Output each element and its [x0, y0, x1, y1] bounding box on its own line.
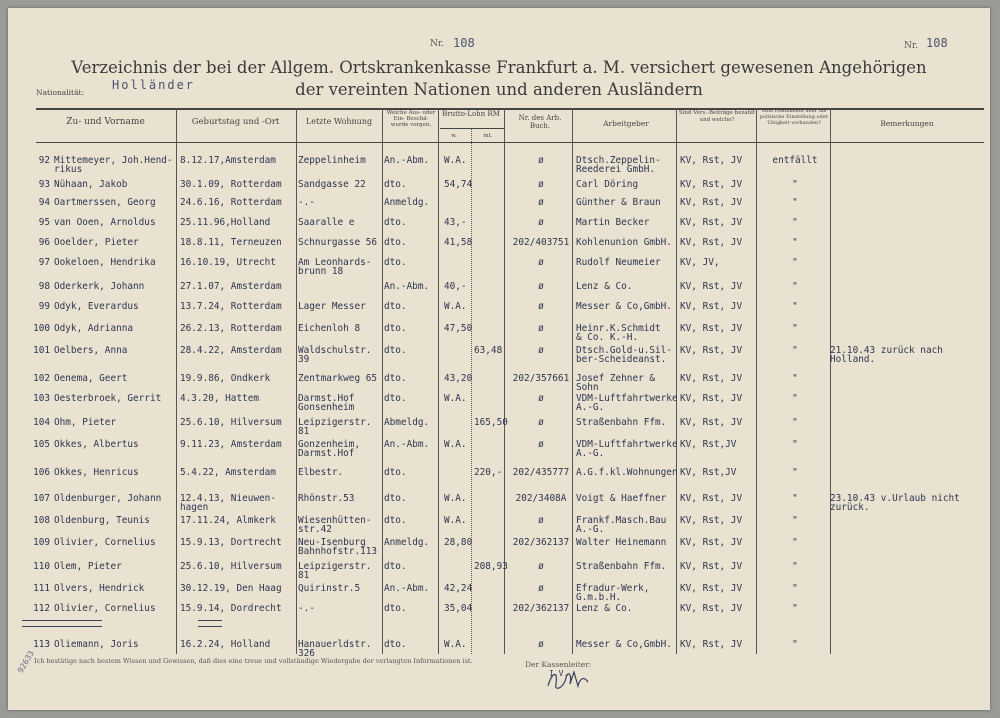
row-112-birth: 15.9.14, Dordrecht [180, 603, 282, 614]
row-103-no: 103 [33, 393, 50, 404]
row-100-doc: " [792, 323, 798, 334]
row-101-emp: Dtsch.Gold-u.Sil- [576, 345, 672, 356]
row-101-book: ø [538, 345, 544, 356]
row-105-form: An.-Abm. [384, 439, 430, 450]
row-105-addr-line2: Darmst.Hof [298, 448, 355, 459]
row-105-emp: VDM-Luftfahrtwerke [576, 439, 678, 450]
row-107-addr: Rhönstr.53 [298, 493, 355, 504]
row-107-birth: 12.4.13, Nieuwen- [180, 493, 276, 504]
row-92-ins: KV, Rst, JV [680, 155, 743, 166]
row-99-emp: Messer & Co,GmbH. [576, 301, 672, 312]
row-99-name: Odyk, Everardus [54, 301, 139, 312]
row-104-no: 104 [33, 417, 50, 428]
row-103-emp-line2: A.-G. [576, 402, 605, 413]
signer-label: Der Kassenleiter: [525, 660, 592, 669]
row-105-ins: KV, Rst,JV [680, 439, 737, 450]
wage-sub-divider [471, 128, 472, 654]
row-101-no: 101 [33, 345, 50, 356]
row-109-name: Olivier, Cornelius [54, 537, 156, 548]
row-104-addr-line2: 81 [298, 426, 310, 437]
row-111-emp: Efradur-Werk, [576, 583, 650, 594]
row-97-form: dto. [384, 257, 407, 268]
col-header-documents: Sind Dokumente über die politische Einstellung oder Tätigkeit vorhanden? [759, 108, 829, 126]
row-97-book: ø [538, 257, 544, 268]
row-95-emp: Martin Becker [576, 217, 650, 228]
row-92-name: Mittemeyer, Joh.Hend- [54, 155, 173, 166]
row-101-ins: KV, Rst, JV [680, 345, 743, 356]
row-103-birth: 4.3.20, Hattem [180, 393, 260, 404]
row-98-birth: 27.1.07, Amsterdam [180, 281, 282, 292]
row-103-w: W.A. [444, 393, 467, 404]
row-112-no: 112 [33, 603, 50, 614]
row-107-doc: " [792, 493, 798, 504]
row-98-no: 98 [38, 281, 50, 292]
row-100-no: 100 [33, 323, 50, 334]
row-102-book: 202/357661 [512, 373, 570, 384]
nr-label-right: Nr. [904, 41, 919, 51]
row-102-emp: Josef Zehner & [576, 373, 656, 384]
row-93-no: 93 [38, 179, 50, 190]
nr-value-left: 108 [453, 36, 475, 50]
row-92-emp: Dtsch.Zeppelin- [576, 155, 661, 166]
row-93-doc: " [792, 179, 798, 190]
row-109-doc: " [792, 537, 798, 548]
row-94-emp: Günther & Braun [576, 197, 661, 208]
row-109-addr-line2: Bahnhofstr.113 [298, 546, 378, 557]
row-103-addr-line2: Gonsenheim [298, 402, 355, 413]
row-108-form: dto. [384, 515, 407, 526]
row-111-birth: 30.12.19, Den Haag [180, 583, 282, 594]
row-95-name: van Ooen, Arnoldus [54, 217, 156, 228]
row-110-doc: " [792, 561, 798, 572]
row-96-no: 96 [38, 237, 50, 248]
row-100-name: Odyk, Adrianna [54, 323, 134, 334]
row-93-form: dto. [384, 179, 407, 190]
row-104-name: Ohm, Pieter [54, 417, 117, 428]
row-96-form: dto. [384, 237, 407, 248]
row-110-birth: 25.6.10, Hilversum [180, 561, 282, 572]
row-104-book: ø [538, 417, 544, 428]
row-110-book: ø [538, 561, 544, 572]
row-109-emp: Walter Heinemann [576, 537, 667, 548]
row-108-birth: 17.11.24, Almkerk [180, 515, 276, 526]
row-111-emp-line2: G.m.b.H. [576, 592, 622, 603]
table-top-border [36, 108, 984, 110]
row-109-ins: KV, Rst, JV [680, 537, 743, 548]
margin-number: 92633 [16, 649, 36, 675]
row-102-name: Oenema, Geert [54, 373, 128, 384]
row-107-name: Oldenburger, Johann [54, 493, 162, 504]
nationality-label: Nationalität: [36, 88, 85, 97]
col-header-birth: Geburtstag und -Ort [191, 117, 280, 127]
row-110-name: Olem, Pieter [54, 561, 122, 572]
row-106-form: dto. [384, 467, 407, 478]
row-93-emp: Carl Döring [576, 179, 639, 190]
row-93-book: ø [538, 179, 544, 190]
row-112-name: Olivier, Cornelius [54, 603, 156, 614]
row-102-ins: KV, Rst, JV [680, 373, 743, 384]
row-103-doc: " [792, 393, 798, 404]
row-97-doc: " [792, 257, 798, 268]
row-111-doc: " [792, 583, 798, 594]
row-112-ins: KV, Rst, JV [680, 603, 743, 614]
row-106-birth: 5.4.22, Amsterdam [180, 467, 276, 478]
row-104-birth: 25.6.10, Hilversum [180, 417, 282, 428]
row-92-birth: 8.12.17,Amsterdam [180, 155, 276, 166]
row-113-emp: Messer & Co,GmbH. [576, 639, 672, 650]
col-header-workbook: Nr. des Arb. Buch. [518, 114, 562, 130]
row-100-form: dto. [384, 323, 407, 334]
nr-label-left: Nr. [430, 39, 445, 49]
row-94-form: Anmeldg. [384, 197, 430, 208]
row-103-emp: VDM-Luftfahrtwerke [576, 393, 678, 404]
row-105-w: W.A. [444, 439, 467, 450]
col-header-address: Letzte Wohnung [305, 117, 373, 126]
row-93-w: 54,74 [444, 179, 473, 190]
col-header-name: Zu- und Vorname [66, 117, 145, 127]
row-96-birth: 18.8.11, Terneuzen [180, 237, 282, 248]
row-92-w: W.A. [444, 155, 467, 166]
col-header-remarks: Bemerkungen [880, 119, 934, 128]
row-103-form: dto. [384, 393, 407, 404]
row-92-book: ø [538, 155, 544, 166]
row-97-birth: 16.10.19, Utrecht [180, 257, 276, 268]
row-113-no: 113 [33, 639, 50, 650]
row-92-doc: entfällt [772, 155, 818, 166]
row-108-no: 108 [33, 515, 50, 526]
row-113-addr-line2: 326 [298, 648, 315, 659]
row-109-w: 28,80 [444, 537, 473, 548]
row-97-addr-line2: brunn 18 [298, 266, 344, 277]
row-102-addr: Zentmarkweg 65 [298, 373, 378, 384]
row-109-no: 109 [33, 537, 50, 548]
row-101-form: dto. [384, 345, 407, 356]
row-103-ins: KV, Rst, JV [680, 393, 743, 404]
row-102-doc: " [792, 373, 798, 384]
crossed-out-entry-birth [198, 620, 222, 627]
row-94-book: ø [538, 197, 544, 208]
row-92-emp-line2: Reederei GmbH. [576, 164, 656, 175]
row-106-addr: Elbestr. [298, 467, 344, 478]
row-100-book: ø [538, 323, 544, 334]
row-97-addr: Am Leonhards- [298, 257, 372, 268]
row-103-name: Oesterbroek, Gerrit [54, 393, 162, 404]
row-95-book: ø [538, 217, 544, 228]
row-112-form: dto. [384, 603, 407, 614]
row-94-doc: " [792, 197, 798, 208]
row-99-ins: KV, Rst, JV [680, 301, 743, 312]
row-111-w: 42,24 [444, 583, 473, 594]
row-98-name: Oderkerk, Johann [54, 281, 145, 292]
row-96-book: 202/403751 [512, 237, 570, 248]
row-96-ins: KV, Rst, JV [680, 237, 743, 248]
row-98-form: An.-Abm. [384, 281, 430, 292]
row-101-birth: 28.4.22, Amsterdam [180, 345, 282, 356]
row-112-w: 35,04 [444, 603, 473, 614]
row-111-addr: Quirinstr.5 [298, 583, 361, 594]
row-107-form: dto. [384, 493, 407, 504]
column-divider-9 [830, 108, 831, 654]
row-107-w: W.A. [444, 493, 467, 504]
row-102-no: 102 [33, 373, 50, 384]
row-98-ins: KV, Rst, JV [680, 281, 743, 292]
column-divider-4 [438, 108, 439, 654]
row-113-doc: " [792, 639, 798, 650]
row-94-birth: 24.6.16, Rotterdam [180, 197, 282, 208]
row-95-form: dto. [384, 217, 407, 228]
row-108-book: ø [538, 515, 544, 526]
row-92-name-line2: rikus [54, 164, 83, 175]
nr-value-right: 108 [926, 36, 948, 50]
row-107-no: 107 [33, 493, 50, 504]
col-header-wage-w: w. [451, 133, 457, 139]
row-113-birth: 16.2.24, Holland [180, 639, 271, 650]
row-111-form: An.-Abm. [384, 583, 430, 594]
column-divider-5 [504, 108, 505, 654]
row-109-book: 202/362137 [512, 537, 570, 548]
header-bottom-border [36, 142, 984, 143]
row-97-no: 97 [38, 257, 50, 268]
row-93-birth: 30.1.09, Rotterdam [180, 179, 282, 190]
row-103-addr: Darmst.Hof [298, 393, 355, 404]
row-110-addr: Leipzigerstr. [298, 561, 372, 572]
row-104-form: Abmeldg. [384, 417, 430, 428]
row-110-ins: KV, Rst, JV [680, 561, 743, 572]
row-108-addr: Wiesenhütten- [298, 515, 372, 526]
row-111-name: Olvers, Hendrick [54, 583, 145, 594]
row-100-emp: Heinr.K.Schmidt [576, 323, 661, 334]
row-112-addr: -.- [298, 603, 315, 614]
row-104-addr: Leipzigerstr. [298, 417, 372, 428]
row-94-addr: -.- [298, 197, 315, 208]
row-98-w: 40,- [444, 281, 467, 292]
col-header-insurance: Sind Vers.-Beiträge bezahlt und welche? [678, 110, 756, 123]
document-sheet [8, 8, 990, 710]
row-100-w: 47,50 [444, 323, 473, 334]
row-113-w: W.A. [444, 639, 467, 650]
row-99-no: 99 [38, 301, 50, 312]
row-112-emp: Lenz & Co. [576, 603, 633, 614]
row-109-form: Anmeldg. [384, 537, 430, 548]
row-105-addr: Gonzenheim, [298, 439, 361, 450]
row-105-doc: " [792, 439, 798, 450]
certification-text: Ich bestätige nach bestem Wissen und Gewissen, daß dies eine treue und vollständige Wiedergabe der verlangten Informationen ist. [34, 657, 473, 665]
row-92-no: 92 [38, 155, 50, 166]
row-106-m: 220,- [474, 467, 503, 478]
row-94-no: 94 [38, 197, 50, 208]
row-96-name: Ooelder, Pieter [54, 237, 139, 248]
row-99-w: W.A. [444, 301, 467, 312]
row-107-ins: KV, Rst, JV [680, 493, 743, 504]
row-102-birth: 19.9.86, Ondkerk [180, 373, 271, 384]
row-94-ins: KV, Rst, JV [680, 197, 743, 208]
col-header-employer: Arbeitgeber [603, 119, 649, 128]
row-95-no: 95 [38, 217, 50, 228]
crossed-out-entry [22, 620, 102, 627]
row-108-doc: " [792, 515, 798, 526]
row-107-rem: 23.10.43 v.Urlaub nicht [830, 493, 960, 504]
row-107-emp: Voigt & Haeffner [576, 493, 667, 504]
row-94-name: Oartmerssen, Georg [54, 197, 156, 208]
row-101-addr: Waldschulstr. [298, 345, 372, 356]
row-104-m: 165,50 [474, 417, 508, 428]
row-105-birth: 9.11.23, Amsterdam [180, 439, 282, 450]
col-header-form: Welche Aus- oder Ein- Beschä- wurde vorgen. [386, 110, 436, 128]
row-106-no: 106 [33, 467, 50, 478]
row-96-emp: Kohlenunion GmbH. [576, 237, 672, 248]
row-106-emp: A.G.f.kl.Wohnungen [576, 467, 678, 478]
col-header-wage-m: mt. [483, 133, 493, 139]
row-100-emp-line2: & Co. K.-H. [576, 332, 639, 343]
nationality-value: Holländer [112, 78, 196, 92]
row-99-book: ø [538, 301, 544, 312]
row-95-doc: " [792, 217, 798, 228]
row-100-addr: Eichenloh 8 [298, 323, 361, 334]
row-105-name: Okkes, Albertus [54, 439, 139, 450]
row-95-ins: KV, Rst, JV [680, 217, 743, 228]
row-105-emp-line2: A.-G. [576, 448, 605, 459]
row-108-addr-line2: str.42 [298, 524, 332, 535]
row-98-book: ø [538, 281, 544, 292]
row-108-emp-line2: A.-G. [576, 524, 605, 535]
row-107-birth-line2: hagen [180, 502, 209, 513]
row-113-ins: KV, Rst, JV [680, 639, 743, 650]
row-113-addr: Hanauerldstr. [298, 639, 372, 650]
document-title: Verzeichnis der bei der Allgem. Ortskrankenkasse Frankfurt a. M. versichert gewesenen Angehörigen [71, 58, 927, 77]
row-99-addr: Lager Messer [298, 301, 366, 312]
row-108-emp: Frankf.Masch.Bau [576, 515, 667, 526]
row-93-ins: KV, Rst, JV [680, 179, 743, 190]
row-96-w: 41,58 [444, 237, 473, 248]
row-107-rem-line2: zurück. [830, 502, 870, 513]
wage-subheader-border [440, 128, 504, 129]
row-104-emp: Straßenbahn Ffm. [576, 417, 667, 428]
row-110-no: 110 [33, 561, 50, 572]
row-111-book: ø [538, 583, 544, 594]
row-113-book: ø [538, 639, 544, 650]
row-110-addr-line2: 81 [298, 570, 310, 581]
row-108-ins: KV, Rst, JV [680, 515, 743, 526]
row-99-form: dto. [384, 301, 407, 312]
row-95-addr: Saaralle e [298, 217, 355, 228]
signer-prefix: I.V. [549, 669, 569, 678]
row-110-form: dto. [384, 561, 407, 572]
row-106-name: Okkes, Henricus [54, 467, 139, 478]
row-101-rem-line2: Holland. [830, 354, 876, 365]
row-103-book: ø [538, 393, 544, 404]
row-99-doc: " [792, 301, 798, 312]
row-101-doc: " [792, 345, 798, 356]
row-102-emp-line2: Sohn [576, 382, 599, 393]
row-98-doc: " [792, 281, 798, 292]
row-107-book: 202/3408A [515, 493, 567, 504]
row-98-emp: Lenz & Co. [576, 281, 633, 292]
row-96-doc: " [792, 237, 798, 248]
row-100-ins: KV, Rst, JV [680, 323, 743, 334]
row-105-book: ø [538, 439, 544, 450]
col-header-wage: Brutto-Lohn RM [442, 110, 500, 118]
row-97-emp: Rudolf Neumeier [576, 257, 661, 268]
row-101-emp-line2: ber-Scheideanst. [576, 354, 667, 365]
row-109-birth: 15.9.13, Dortrecht [180, 537, 282, 548]
row-93-name: Nühaan, Jakob [54, 179, 128, 190]
row-111-no: 111 [33, 583, 50, 594]
row-101-name: Oelbers, Anna [54, 345, 128, 356]
row-106-book: 202/435777 [512, 467, 570, 478]
row-101-rem: 21.10.43 zurück nach [830, 345, 943, 356]
row-101-m: 63,48 [474, 345, 503, 356]
row-102-form: dto. [384, 373, 407, 384]
row-104-ins: KV, Rst, JV [680, 417, 743, 428]
row-101-addr-line2: 39 [298, 354, 310, 365]
row-105-no: 105 [33, 439, 50, 450]
row-112-book: 202/362137 [512, 603, 570, 614]
row-100-birth: 26.2.13, Rotterdam [180, 323, 282, 334]
row-110-emp: Straßenbahn Ffm. [576, 561, 667, 572]
row-97-ins: KV, JV, [680, 257, 720, 268]
row-93-addr: Sandgasse 22 [298, 179, 366, 190]
row-112-doc: " [792, 603, 798, 614]
row-111-ins: KV, Rst, JV [680, 583, 743, 594]
row-108-w: W.A. [444, 515, 467, 526]
row-92-form: An.-Abm. [384, 155, 430, 166]
row-113-form: dto. [384, 639, 407, 650]
row-99-birth: 13.7.24, Rotterdam [180, 301, 282, 312]
row-97-name: Ookeloen, Hendrika [54, 257, 156, 268]
row-106-ins: KV, Rst,JV [680, 467, 737, 478]
row-106-doc: " [792, 467, 798, 478]
row-104-doc: " [792, 417, 798, 428]
row-110-m: 208,93 [474, 561, 508, 572]
row-92-addr: Zeppelinheim [298, 155, 366, 166]
row-113-name: Oliemann, Joris [54, 639, 139, 650]
document-subtitle: der vereinten Nationen und anderen Ausländern [295, 80, 703, 99]
row-108-name: Oldenburg, Teunis [54, 515, 150, 526]
row-102-w: 43,20 [444, 373, 473, 384]
row-96-addr: Schnurgasse 56 [298, 237, 378, 248]
signature-image [544, 664, 596, 696]
row-95-birth: 25.11.96,Holland [180, 217, 271, 228]
row-109-addr: Neu-Isenburg [298, 537, 366, 548]
row-95-w: 43,- [444, 217, 467, 228]
